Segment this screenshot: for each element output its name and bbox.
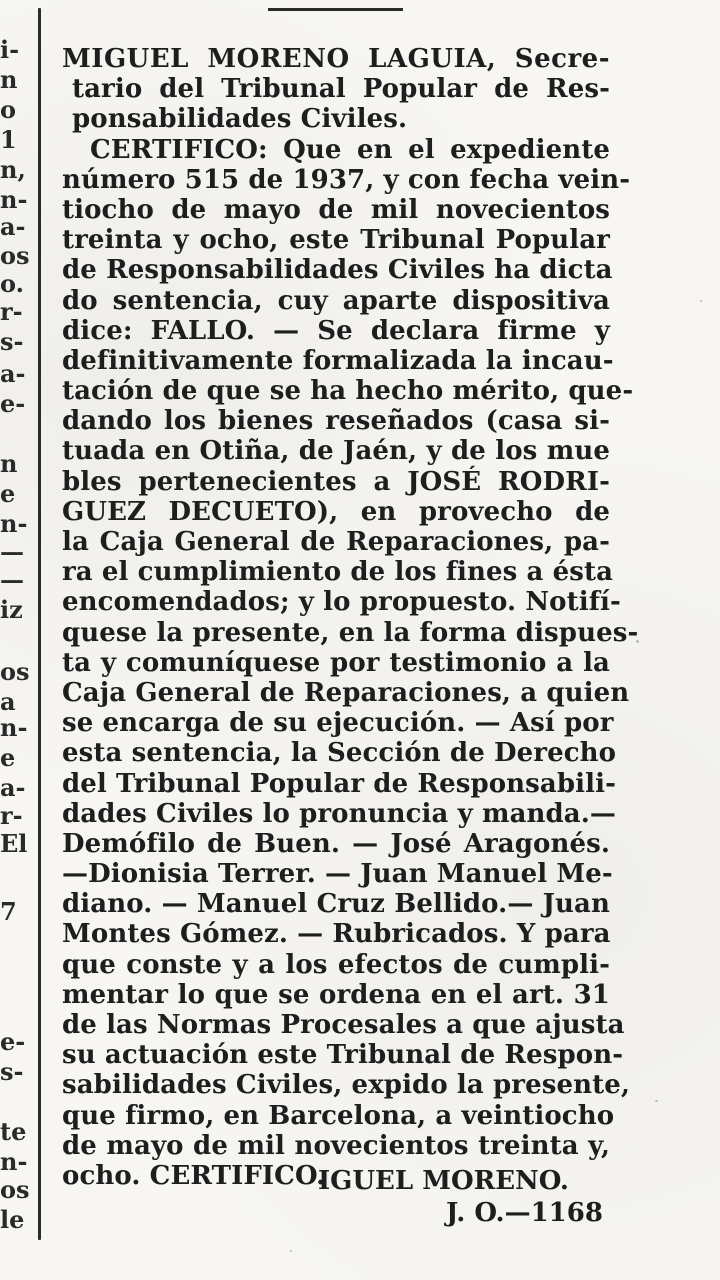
neighbor-fragment: a- [0,773,26,802]
article-line: diano. — Manuel Cruz Bellido.— Juan [62,889,610,920]
neighbor-fragment: s- [0,327,24,356]
neighbor-fragment: n- [0,713,28,742]
article-line: del Tribunal Popular de Responsabili- [62,768,616,799]
neighbor-fragment: 1 [0,125,17,154]
neighbor-fragment: os [0,657,30,686]
article-line: Caja General de Reparaciones, a quien [62,677,630,708]
article-line: dando los bienes reseñados (casa si- [62,406,610,437]
article-line: treinta y ocho, este Tribunal Popular [62,225,610,256]
article-line: de Responsabilidades Civiles ha dicta [62,255,613,286]
neighbor-fragment: os [0,1175,30,1204]
article-line: Montes Gómez. — Rubricados. Y para [62,919,611,950]
neighbor-fragment: a- [0,212,26,241]
signature: IGUEL MORENO. [318,1166,569,1196]
neighbor-fragment: — [0,537,24,566]
neighbor-fragment: o [0,95,17,124]
article-line: que conste y a los efectos de cumpli- [62,949,610,980]
article-line: se encarga de su ejecución. — Así por [62,708,614,739]
neighbor-fragment: e [0,479,16,508]
neighbor-column-fragments [0,0,34,1280]
article-line: ra el cumplimiento de los fines a ésta [62,557,614,588]
neighbor-fragment: n- [0,185,28,214]
neighbor-fragment: os [0,241,30,270]
article-line: tuada en Otiña, de Jaén, y de los mue [62,436,610,467]
neighbor-fragment: r- [0,297,23,326]
article-line: de mayo de mil novecientos treinta y, [62,1130,610,1161]
neighbor-fragment: s- [0,1057,24,1086]
article-line: esta sentencia, la Sección de Derecho [62,738,617,769]
print-speck [636,640,639,643]
neighbor-fragment: a [0,687,16,716]
article-line: do sentencia, cuy aparte dispositiva [62,285,610,316]
neighbor-fragment: e- [0,1027,26,1056]
article-line: ta y comuníquese por testimonio a la [62,647,610,678]
article-line: Demófilo de Buen. — José Aragonés. [62,828,610,859]
article-line: tiocho de mayo de mil novecientos [62,194,610,225]
article-line: ponsabilidades Civiles. [72,104,408,135]
neighbor-fragment: r- [0,801,23,830]
neighbor-fragment: n, [0,155,26,184]
article-line: sabilidades Civiles, expido la presente, [62,1070,631,1101]
neighbor-fragment: iz [0,595,23,624]
article-line: número 515 de 1937, y con fecha vein- [62,164,631,195]
neighbor-fragment: o. [0,269,24,298]
article-line: CERTIFICO: Que en el expediente [90,134,610,165]
column-divider [38,8,41,1240]
neighbor-fragment: i- [0,35,20,64]
article-line: que firmo, en Barcelona, a veintiocho [62,1100,615,1131]
neighbor-fragment: le [0,1205,25,1234]
neighbor-fragment: n- [0,1147,28,1176]
neighbor-fragment: n [0,65,18,94]
article-line: dades Civiles lo pronuncia y manda.— [62,798,617,829]
article-line: dice: FALLO. — Se declara firme y [62,315,610,346]
neighbor-fragment: n- [0,509,28,538]
article-line: —Dionisia Terrer. — Juan Manuel Me- [62,859,613,890]
reference-code: J. O.—1168 [446,1198,603,1228]
neighbor-fragment: te [0,1117,27,1146]
neighbor-fragment: n [0,449,18,478]
print-speck [700,300,702,302]
article-line: la Caja General de Reparaciones, pa- [62,527,610,557]
neighbor-fragment: e- [0,389,26,418]
neighbor-fragment: — [0,565,24,594]
article-line: su actuación este Tribunal de Respon- [62,1040,624,1071]
article-line: de las Normas Procesales a que ajusta [62,1010,625,1040]
article-body [62,44,639,1191]
article-line: MIGUEL MORENO LAGUIA, Secre- [62,44,610,74]
article-line: tación de que se ha hecho mérito, que- [62,376,634,407]
article-line: encomendados; y lo propuesto. Notifí- [62,587,621,618]
article-line: ocho. CERTIFICO. [62,1160,326,1191]
article-line: tario del Tribunal Popular de Res- [72,74,610,105]
article-line: quese la presente, en la forma dispues- [62,617,639,648]
neighbor-fragment: 7 [0,897,17,926]
article-line: definitivamente formalizada la incau- [62,345,614,376]
neighbor-fragment: a- [0,359,26,388]
neighbor-fragment: El [0,829,28,858]
neighbor-fragment: e [0,743,16,772]
article-line: bles pertenecientes a JOSÉ RODRI- [62,466,610,497]
top-rule [268,8,403,11]
print-speck [655,1100,658,1102]
article-line: GUEZ DECUETO), en provecho de [62,496,610,527]
article-line: mentar lo que se ordena en el art. 31 [62,979,610,1010]
print-speck [290,1250,292,1252]
